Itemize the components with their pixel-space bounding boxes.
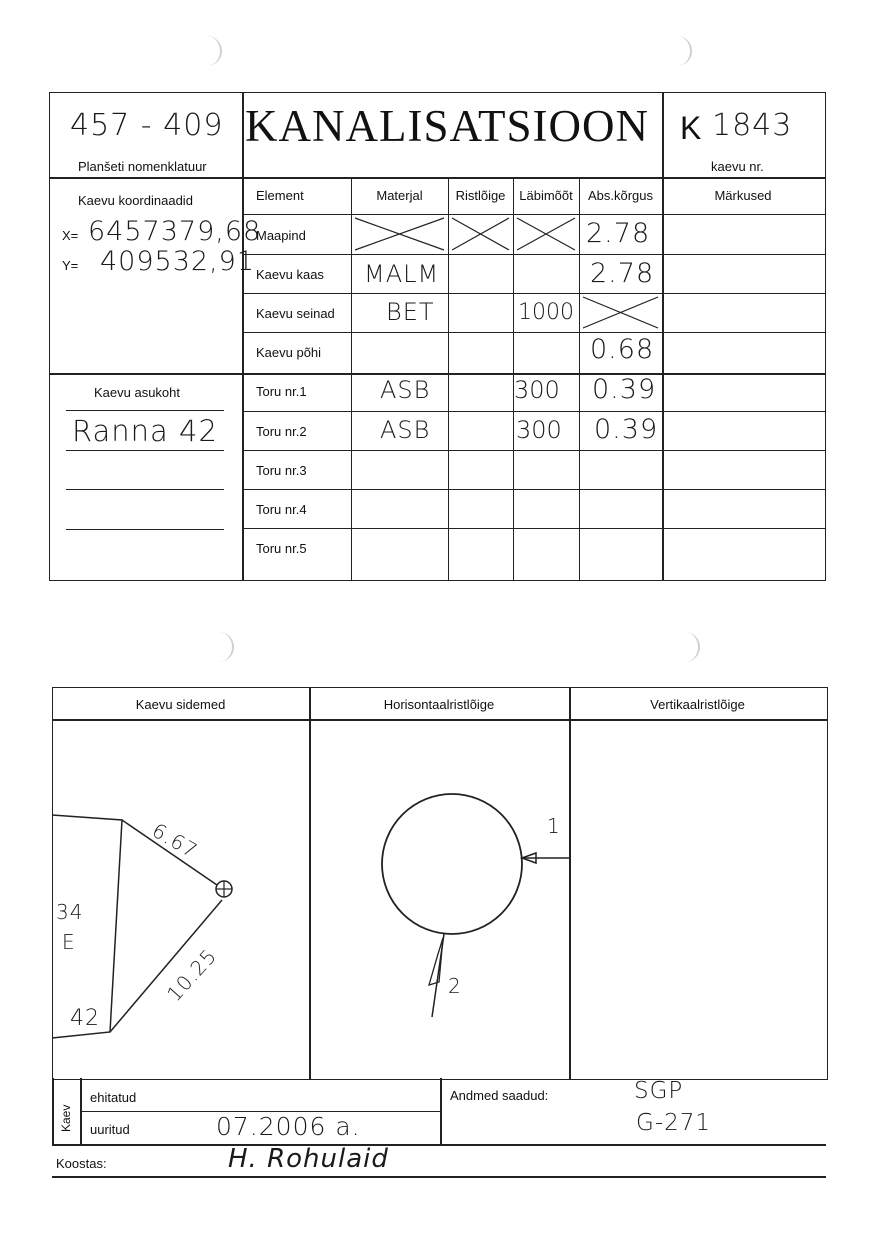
pipe-2-material: ASB: [380, 416, 431, 444]
data-source-1: SGP: [634, 1078, 684, 1104]
row-label-cover: Kaevu kaas: [256, 267, 324, 282]
data-source-label: Andmed saadud:: [450, 1088, 549, 1103]
coordinates-label: Kaevu koordinaadid: [78, 193, 193, 208]
horizontal-section-sketch: [310, 720, 569, 1078]
row-label-ground: Maapind: [256, 228, 306, 243]
punch-hole-mark: [676, 36, 692, 66]
row-label-walls: Kaevu seinad: [256, 306, 335, 321]
walls-diameter: 1000: [518, 300, 574, 325]
well-number-label: kaevu nr.: [711, 159, 764, 174]
well-prefix: K: [680, 110, 702, 146]
bottom-elevation: 0.68: [590, 334, 655, 365]
cover-material: MALM: [364, 260, 440, 288]
building-letter: E: [62, 930, 76, 954]
walls-material: BET: [386, 298, 435, 326]
punch-hole-mark: [218, 632, 234, 662]
col-header-material: Materjal: [376, 188, 423, 203]
pipe-1-elevation: 0.39: [592, 374, 657, 405]
y-coordinate: 409532,91: [100, 246, 256, 277]
distance-bottom: 10.25: [162, 943, 222, 1007]
built-label: ehitatud: [90, 1090, 137, 1105]
building-number-top: 34: [56, 900, 84, 924]
building-number-bottom: 42: [70, 1006, 100, 1031]
distance-top: 6.67: [148, 818, 203, 864]
page-title: KANALISATSIOON: [245, 101, 649, 151]
pipe-1-label: 1: [547, 814, 561, 838]
row-label-pipe-4: Toru nr.4: [256, 502, 307, 517]
col-header-element: Element: [256, 188, 304, 203]
nomenclature-value: 457 - 409: [70, 108, 224, 143]
col-header-vertical: Vertikaalristlõige: [650, 697, 745, 712]
x-coordinate: 6457379,68: [88, 216, 262, 247]
crossed-cell: [351, 214, 448, 254]
pipe-2-arrow-icon: [429, 938, 443, 985]
pipe-1-diameter: 300: [514, 376, 560, 404]
ground-elevation: 2.78: [586, 218, 651, 249]
crossed-cell: [513, 214, 579, 254]
row-label-pipe-1: Toru nr.1: [256, 384, 307, 399]
compiled-by-label: Koostas:: [56, 1156, 107, 1171]
pipe-2-label: 2: [448, 974, 462, 998]
row-label-bottom: Kaevu põhi: [256, 345, 322, 360]
well-number: 1843: [712, 108, 793, 143]
data-source-2: G-271: [636, 1110, 712, 1136]
col-header-connections: Kaevu sidemed: [135, 697, 226, 712]
pipe-2-diameter: 300: [516, 416, 562, 444]
updated-date: 07.2006 a.: [216, 1112, 361, 1141]
updated-label: uuritud: [90, 1122, 130, 1137]
row-label-pipe-5: Toru nr.5: [256, 541, 307, 556]
col-header-elevation: Abs.kõrgus: [587, 188, 654, 203]
col-header-notes: Märkused: [714, 188, 772, 203]
crossed-cell: [448, 214, 513, 254]
crossed-cell: [579, 293, 662, 332]
col-header-horizontal: Horisontaalristlõige: [383, 697, 495, 712]
cover-elevation: 2.78: [590, 258, 655, 289]
punch-hole-mark: [684, 632, 700, 662]
pipe-2-elevation: 0.39: [594, 414, 659, 445]
row-label-pipe-2: Toru nr.2: [256, 424, 307, 439]
pipe-1-material: ASB: [380, 376, 431, 404]
punch-hole-mark: [206, 36, 222, 66]
compiled-by-signature: H. Rohulaid: [228, 1144, 389, 1174]
y-label: Y=: [62, 258, 79, 273]
well-circle: [382, 794, 522, 934]
location-value: Ranna 42: [72, 414, 218, 448]
x-label: X=: [62, 228, 79, 243]
col-header-diameter: Läbimõõt: [519, 188, 573, 203]
col-header-cross-section: Ristlõige: [455, 188, 506, 203]
nomenclature-label: Planšeti nomenklatuur: [78, 159, 207, 174]
well-side-label: Kaev: [59, 1104, 73, 1132]
location-label: Kaevu asukoht: [94, 385, 181, 400]
row-label-pipe-3: Toru nr.3: [256, 463, 307, 478]
